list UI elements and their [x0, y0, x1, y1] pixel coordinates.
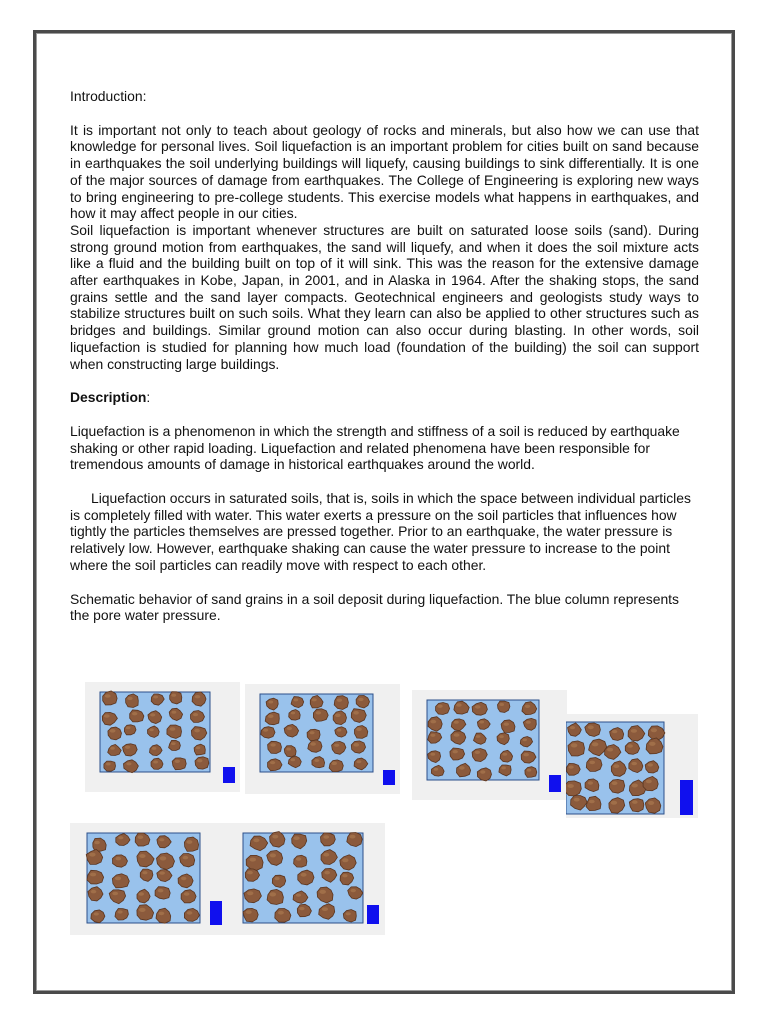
- grain-highlight: [454, 721, 459, 724]
- sand-grain: [170, 692, 182, 704]
- grain-highlight: [342, 874, 347, 877]
- grain-highlight: [149, 728, 153, 731]
- grain-highlight: [437, 705, 442, 708]
- grain-highlight: [335, 714, 341, 718]
- grain-highlight: [502, 753, 507, 756]
- sand-grain: [124, 725, 136, 735]
- grain-highlight: [646, 780, 652, 784]
- description-colon: :: [146, 389, 151, 406]
- liquefaction-panel-2: [245, 684, 400, 794]
- sand-grain: [268, 741, 282, 753]
- sand-grain: [191, 711, 205, 723]
- grain-highlight: [525, 705, 530, 708]
- sand-grain: [351, 709, 366, 723]
- grain-highlight: [270, 761, 275, 764]
- sand-grain: [268, 759, 282, 771]
- grain-highlight: [588, 781, 593, 784]
- grain-highlight: [476, 735, 481, 738]
- grain-highlight: [569, 766, 574, 769]
- grain-highlight: [434, 768, 439, 771]
- sand-grain: [307, 729, 320, 741]
- grain-highlight: [612, 781, 618, 785]
- sand-grain: [195, 757, 209, 769]
- sand-grain: [501, 720, 515, 733]
- sand-grain: [284, 746, 296, 757]
- grain-highlight: [479, 721, 484, 724]
- grain-highlight: [152, 747, 157, 750]
- grain-highlight: [90, 873, 96, 877]
- liquefaction-panel-1: [85, 682, 240, 792]
- grain-highlight: [651, 728, 657, 732]
- grain-highlight: [501, 766, 506, 769]
- grain-highlight: [159, 838, 164, 841]
- grain-highlight: [568, 784, 574, 788]
- grain-highlight: [570, 726, 575, 729]
- grain-highlight: [571, 743, 578, 747]
- grain-highlight: [158, 889, 164, 893]
- grain-highlight: [272, 835, 278, 839]
- grain-highlight: [358, 698, 363, 701]
- panel-3-graphic: [412, 690, 567, 800]
- grain-highlight: [194, 729, 200, 733]
- grain-highlight: [631, 762, 637, 765]
- pore-pressure-column: [383, 770, 395, 785]
- grain-highlight: [139, 854, 145, 858]
- grain-highlight: [187, 911, 193, 915]
- grain-highlight: [293, 698, 298, 701]
- grain-highlight: [337, 729, 341, 732]
- panel-5-graphic: [70, 823, 230, 935]
- description-paragraph-1: Liquefaction is a phenomenon in which the strength and stiffness of a soil is reduced by earthquake shaking or other rapid loading. Liquefaction and related phenomena have been responsible for tremendous amounts of damage in historical earthquakes around the world.: [70, 422, 680, 473]
- grain-highlight: [270, 892, 277, 896]
- grain-highlight: [649, 742, 656, 746]
- grain-highlight: [301, 873, 307, 877]
- grain-highlight: [312, 698, 317, 701]
- sand-grain: [261, 727, 275, 739]
- grain-highlight: [342, 858, 348, 862]
- sand-grain: [498, 701, 510, 712]
- grain-highlight: [253, 838, 259, 842]
- description-heading: Description: [70, 389, 147, 406]
- grain-highlight: [612, 730, 617, 733]
- grain-highlight: [350, 835, 356, 839]
- grain-highlight: [337, 699, 342, 702]
- grain-highlight: [310, 742, 316, 746]
- document-body: [70, 88, 699, 624]
- sand-grain: [355, 726, 368, 739]
- grain-highlight: [291, 712, 295, 715]
- grain-highlight: [459, 766, 465, 770]
- grain-highlight: [475, 705, 481, 709]
- pore-pressure-column: [210, 901, 222, 925]
- grain-highlight: [89, 853, 95, 857]
- grain-highlight: [247, 891, 253, 895]
- grain-highlight: [430, 753, 435, 756]
- grain-highlight: [116, 857, 122, 861]
- grain-highlight: [268, 714, 274, 718]
- grain-highlight: [454, 733, 460, 737]
- sand-grain: [169, 740, 181, 750]
- grain-highlight: [181, 877, 186, 880]
- grain-highlight: [319, 890, 326, 894]
- grain-highlight: [323, 835, 329, 839]
- grain-highlight: [475, 751, 480, 754]
- grain-highlight: [296, 857, 301, 860]
- grain-highlight: [627, 744, 633, 748]
- grain-highlight: [270, 853, 276, 857]
- grain-highlight: [110, 729, 116, 733]
- pore-pressure-column: [549, 775, 561, 792]
- sand-grain: [294, 855, 307, 867]
- grain-highlight: [275, 877, 280, 880]
- description-paragraph-2: Liquefaction occurs in saturated soils, that is, soils in which the space between individual particles is completely filled with water. This water exerts a pressure on the soil particles that influences how tightly the particles themselves are pressed together. Prior to an earthquake, the water pressure is relatively low. However, earthquake shaking can cause the water pressure to increase to the point where the soil particles can readily move with respect to each other.: [70, 490, 691, 573]
- sand-grain: [172, 758, 186, 770]
- grain-highlight: [153, 761, 158, 764]
- grain-highlight: [153, 696, 158, 699]
- grain-highlight: [430, 720, 436, 724]
- sand-grain: [334, 696, 348, 710]
- grain-highlight: [296, 894, 301, 897]
- grain-highlight: [170, 727, 176, 731]
- grain-highlight: [160, 856, 167, 860]
- grain-highlight: [589, 761, 595, 765]
- grain-highlight: [171, 742, 176, 745]
- grain-highlight: [159, 912, 165, 916]
- grain-highlight: [316, 711, 321, 714]
- liquefaction-panel-3: [412, 690, 567, 800]
- sand-grain: [313, 709, 328, 722]
- grain-highlight: [193, 713, 198, 716]
- grain-highlight: [94, 841, 100, 845]
- sand-grain: [333, 711, 346, 725]
- grain-highlight: [118, 910, 123, 913]
- grain-highlight: [631, 729, 637, 733]
- sand-grain: [568, 741, 585, 756]
- grain-highlight: [105, 694, 111, 698]
- grain-highlight: [453, 750, 458, 753]
- sand-grain: [351, 741, 365, 753]
- sand-grain: [112, 874, 129, 888]
- grain-highlight: [299, 907, 304, 910]
- grain-highlight: [504, 723, 509, 726]
- grain-highlight: [607, 748, 613, 752]
- grain-highlight: [150, 713, 155, 716]
- grain-highlight: [611, 801, 617, 805]
- pore-pressure-column: [680, 780, 693, 815]
- grain-highlight: [138, 892, 144, 895]
- grain-highlight: [354, 743, 360, 747]
- panel-6-graphic: [229, 823, 385, 935]
- grain-highlight: [588, 725, 594, 729]
- grain-highlight: [172, 711, 177, 714]
- grain-highlight: [331, 762, 337, 766]
- grain-highlight: [356, 760, 361, 763]
- grain-highlight: [126, 762, 131, 765]
- sand-grain: [436, 703, 450, 715]
- grain-highlight: [94, 912, 99, 915]
- grain-highlight: [246, 910, 252, 914]
- grain-highlight: [125, 746, 130, 749]
- grain-highlight: [648, 763, 653, 766]
- sand-grain: [450, 748, 465, 760]
- sand-grain: [312, 757, 325, 768]
- grain-highlight: [356, 727, 362, 731]
- grain-highlight: [183, 856, 189, 860]
- grain-highlight: [480, 770, 485, 773]
- sand-grain: [525, 767, 537, 778]
- grain-highlight: [353, 711, 359, 715]
- grain-highlight: [310, 731, 315, 734]
- sand-grain: [184, 837, 198, 851]
- grain-highlight: [110, 747, 115, 750]
- grain-highlight: [91, 890, 97, 894]
- grain-highlight: [522, 738, 527, 741]
- grain-highlight: [270, 743, 275, 746]
- grain-highlight: [613, 764, 619, 768]
- grain-highlight: [632, 800, 638, 804]
- grain-highlight: [523, 753, 529, 756]
- pore-pressure-column: [223, 767, 235, 783]
- sand-grain: [113, 855, 128, 867]
- grain-highlight: [186, 840, 192, 844]
- panel-4-graphic: [566, 714, 698, 818]
- grain-highlight: [322, 907, 328, 911]
- grain-highlight: [250, 858, 256, 862]
- grain-highlight: [351, 889, 356, 892]
- grain-highlight: [268, 701, 273, 704]
- grain-highlight: [632, 784, 638, 788]
- grain-highlight: [499, 735, 504, 738]
- figure-caption: Schematic behavior of sand grains in a soil deposit during liquefaction. The blue column represents the pore water pressure.: [70, 590, 679, 624]
- sand-grain: [275, 909, 291, 923]
- liquefaction-panel-4: [566, 714, 698, 818]
- grain-highlight: [287, 727, 292, 730]
- grain-highlight: [106, 763, 111, 766]
- grain-highlight: [115, 877, 121, 881]
- liquefaction-panel-6: [229, 823, 385, 935]
- grain-highlight: [132, 712, 137, 715]
- grain-highlight: [104, 714, 110, 718]
- grain-highlight: [247, 871, 253, 875]
- grain-highlight: [291, 758, 296, 761]
- sand-grain: [87, 870, 104, 884]
- sand-grain: [115, 909, 128, 921]
- sand-grain: [321, 833, 336, 846]
- grain-highlight: [430, 734, 435, 737]
- intro-paragraph-2: Soil liquefaction is important whenever structures are built on saturated loose soils (sand). During strong ground motion from earthquakes, the sand will liquefy, and when it does the soil mixture acts like a fluid and the building built on top of it will sink. This was the reason for the extensive damage after earthquakes in Kobe, Japan, in 2001, and in Alaska in 1964. After the shaking stops, the sand grains settle and the sand layer compacts. Geotechnical engineers and geologists study ways to stabilize structures built on such soils. What they learn can also be applied to other structures such as bridges and buildings. Similar ground motion can also occur during blasting. In other words, soil liquefaction is studied for planning how much load (foundation of the building) the soil can support when constructing large buildings.: [70, 221, 699, 372]
- grain-highlight: [127, 697, 132, 700]
- sand-grain: [609, 779, 624, 793]
- grain-highlight: [139, 908, 146, 912]
- grain-highlight: [456, 703, 462, 707]
- grain-highlight: [286, 748, 291, 751]
- grain-highlight: [592, 742, 599, 746]
- grain-highlight: [589, 800, 595, 804]
- grain-highlight: [346, 912, 351, 915]
- grain-highlight: [112, 892, 118, 896]
- sand-grain: [155, 887, 170, 899]
- sand-grain: [126, 694, 139, 708]
- grain-highlight: [527, 769, 532, 772]
- grain-highlight: [294, 836, 300, 840]
- grain-highlight: [574, 798, 580, 802]
- grain-highlight: [314, 759, 319, 762]
- panel-2-graphic: [245, 684, 400, 794]
- grain-highlight: [648, 801, 654, 805]
- sand-grain: [108, 727, 122, 740]
- introduction-heading: Introduction:: [70, 88, 147, 104]
- grain-highlight: [324, 871, 330, 875]
- sand-grain: [586, 758, 602, 772]
- grain-highlight: [184, 892, 190, 896]
- grain-highlight: [159, 871, 165, 874]
- grain-highlight: [197, 759, 202, 762]
- intro-paragraph-1: It is important not only to teach about geology of rocks and minerals, but also how we can use that knowledge for personal lives. Soil liquefaction is an important problem for cities built on sand because in earthquakes the soil underlying buildings will liquefy, causing buildings to sink differentially. It is one of the major sources of damage from earthquakes. The College of Engineering is exploring new ways to bring engineering to pre-college students. This exercise models what happens in earthquakes, and how it may affect people in our cities.: [70, 121, 699, 222]
- grain-highlight: [499, 703, 504, 706]
- grain-highlight: [171, 694, 176, 697]
- grain-highlight: [526, 721, 531, 724]
- panel-1-graphic: [85, 682, 240, 792]
- grain-highlight: [142, 871, 147, 874]
- grain-highlight: [175, 760, 180, 763]
- sand-grain: [181, 890, 196, 903]
- sand-grain: [104, 761, 116, 771]
- grain-highlight: [138, 835, 144, 839]
- sand-grain: [130, 710, 144, 722]
- grain-highlight: [334, 744, 339, 747]
- grain-highlight: [126, 726, 131, 729]
- grain-highlight: [278, 911, 284, 915]
- sand-grain: [566, 781, 581, 796]
- pore-pressure-column: [367, 905, 379, 924]
- liquefaction-panel-5: [70, 823, 230, 935]
- grain-highlight: [195, 695, 201, 698]
- sand-grain: [567, 763, 581, 775]
- description-heading-line: [70, 389, 699, 406]
- grain-highlight: [118, 836, 123, 839]
- grain-highlight: [196, 746, 201, 749]
- grain-highlight: [263, 729, 268, 732]
- grain-highlight: [323, 853, 329, 857]
